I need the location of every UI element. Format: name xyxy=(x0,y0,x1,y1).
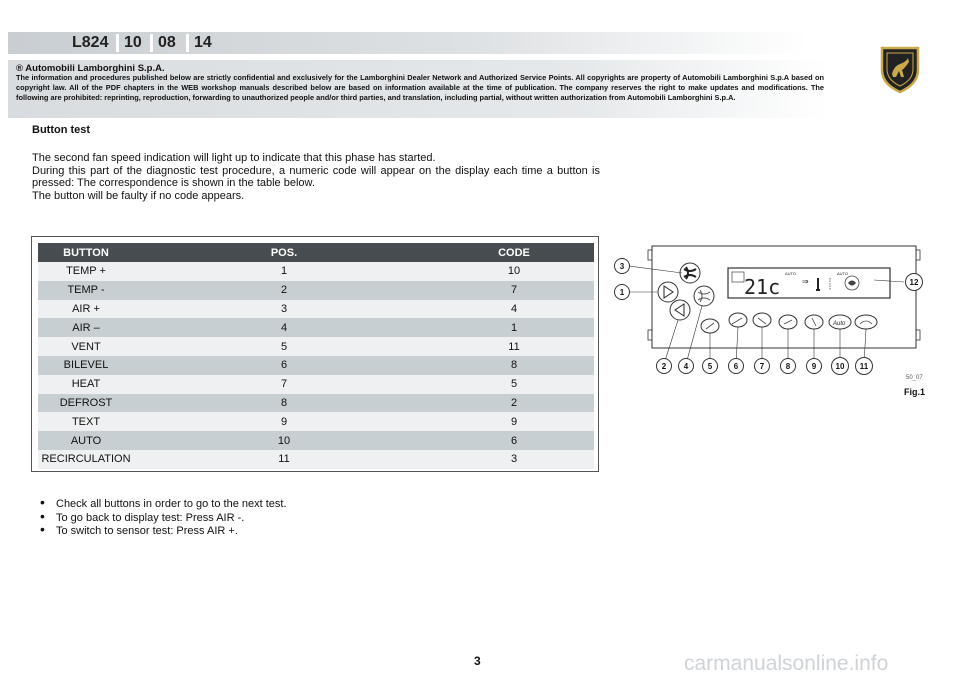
cell-code: 9 xyxy=(434,412,594,431)
cell-pos: 1 xyxy=(134,262,434,281)
cell-code: 8 xyxy=(434,356,594,375)
code-separator xyxy=(116,34,119,52)
section-title: Button test xyxy=(32,124,91,136)
column-header-button: BUTTON xyxy=(38,243,134,262)
cell-button: AIR – xyxy=(38,318,134,337)
fan-button xyxy=(680,263,700,283)
cell-button: AIR + xyxy=(38,300,134,319)
cell-pos: 4 xyxy=(134,318,434,337)
cell-code: 3 xyxy=(434,450,594,469)
display-auto-label: AUTO xyxy=(837,271,849,276)
display-auto-label: AUTO xyxy=(785,271,797,276)
callout-label: 2 xyxy=(661,362,667,371)
cell-button: TEMP - xyxy=(38,281,134,300)
callout-label: 9 xyxy=(811,362,817,371)
figure-code: 50_07 xyxy=(906,375,923,381)
display-temperature: 21c xyxy=(744,275,781,299)
paragraph: The second fan speed indication will light up to indicate that this phase has started. xyxy=(32,152,436,164)
cell-button: TEXT xyxy=(38,412,134,431)
cell-button: AUTO xyxy=(38,431,134,450)
callout-label: 4 xyxy=(683,362,689,371)
doc-code-group: 10 xyxy=(124,34,142,51)
table-row xyxy=(38,375,594,394)
table-row xyxy=(38,431,594,450)
cell-pos: 6 xyxy=(134,356,434,375)
callout-label: 8 xyxy=(785,362,791,371)
doc-code-subgroup: 08 xyxy=(158,34,176,51)
table-row xyxy=(38,337,594,356)
fan-speed-button xyxy=(694,286,714,306)
cell-pos: 8 xyxy=(134,394,434,413)
list-item: • Check all buttons in order to go to the next test. xyxy=(40,498,287,512)
list-item: • To go back to display test: Press AIR -. xyxy=(40,512,287,526)
copyright-notice: The information and procedures published below are strictly confidential and exclusively for the Lamborghini Dealer Network and Authorized Service Points. All copyrights are property of Automobili Lamborghini S.p.A based on copyright law. All of the PDF chapters in the WEB workshop manuals described below are based on information available at the time of publication. The company reserves the right to make updates and modifications. The following are prohibited: reprinting, reproduction, forwarding to unauthorized people and/or third parties, and translation, including partial, without written authorization from Automobili Lamborghini S.p.A. xyxy=(16,73,824,102)
cell-button: HEAT xyxy=(38,375,134,394)
table-row xyxy=(38,300,594,319)
callout-label: 11 xyxy=(859,362,869,371)
table-row xyxy=(38,262,594,281)
cell-pos: 7 xyxy=(134,375,434,394)
cell-button: TEMP + xyxy=(38,262,134,281)
panel-tab xyxy=(916,330,920,340)
cell-code: 1 xyxy=(434,318,594,337)
code-separator xyxy=(150,34,153,52)
cell-code: 6 xyxy=(434,431,594,450)
callout-label: 1 xyxy=(619,288,625,297)
cell-pos: 2 xyxy=(134,281,434,300)
panel-tab xyxy=(648,250,652,260)
callout-label: 10 xyxy=(835,362,845,371)
cell-code: 7 xyxy=(434,281,594,300)
callout-label: 6 xyxy=(733,362,739,371)
watermark: carmanualsonline.info xyxy=(684,652,889,675)
callout-label: 7 xyxy=(759,362,765,371)
table-row xyxy=(38,412,594,431)
auto-button-label: Auto xyxy=(833,321,846,327)
heat-button xyxy=(753,313,771,327)
cell-button: VENT xyxy=(38,337,134,356)
panel-tab xyxy=(916,250,920,260)
button-code-table xyxy=(38,243,594,469)
climate-panel-figure xyxy=(612,238,932,398)
callout-label: 12 xyxy=(909,278,919,287)
cell-code: 5 xyxy=(434,375,594,394)
cell-pos: 11 xyxy=(134,450,434,469)
cell-button: BILEVEL xyxy=(38,356,134,375)
page-number: 3 xyxy=(474,654,481,668)
instruction-list xyxy=(40,498,287,539)
figure-label: Fig.1 xyxy=(904,387,926,397)
table-row xyxy=(38,318,594,337)
cell-code: 2 xyxy=(434,394,594,413)
doc-code-model: L824 xyxy=(72,34,109,51)
cell-pos: 10 xyxy=(134,431,434,450)
table-row xyxy=(38,356,594,375)
brand-title: ® Automobili Lamborghini S.p.A. xyxy=(16,63,165,74)
list-item: • To switch to sensor test: Press AIR +. xyxy=(40,525,287,539)
cell-pos: 5 xyxy=(134,337,434,356)
code-separator xyxy=(186,34,189,52)
lamborghini-logo-icon xyxy=(878,44,922,94)
cell-button: DEFROST xyxy=(38,394,134,413)
paragraph: During this part of the diagnostic test procedure, a numeric code will appear on the display each time a button is pressed: The correspondence is shown in the table below. xyxy=(32,164,600,189)
cell-button: RECIRCULATION xyxy=(38,450,134,469)
cell-code: 4 xyxy=(434,300,594,319)
cell-pos: 9 xyxy=(134,412,434,431)
cell-code: 10 xyxy=(434,262,594,281)
cell-pos: 3 xyxy=(134,300,434,319)
paragraph: The button will be faulty if no code appears. xyxy=(32,189,245,202)
table-header-row xyxy=(38,243,594,262)
table-row xyxy=(38,394,594,413)
table-row xyxy=(38,450,594,469)
display-arrow-icon: ⇒ xyxy=(802,277,809,286)
column-header-pos: POS. xyxy=(134,243,434,262)
recirculation-button xyxy=(855,315,877,329)
callout-label: 3 xyxy=(619,262,625,271)
table-row xyxy=(38,281,594,300)
cell-code: 11 xyxy=(434,337,594,356)
callout-label: 5 xyxy=(707,362,713,371)
column-header-code: CODE xyxy=(434,243,594,262)
panel-tab xyxy=(648,330,652,340)
section-body xyxy=(32,152,600,202)
doc-code-item: 14 xyxy=(194,34,212,51)
